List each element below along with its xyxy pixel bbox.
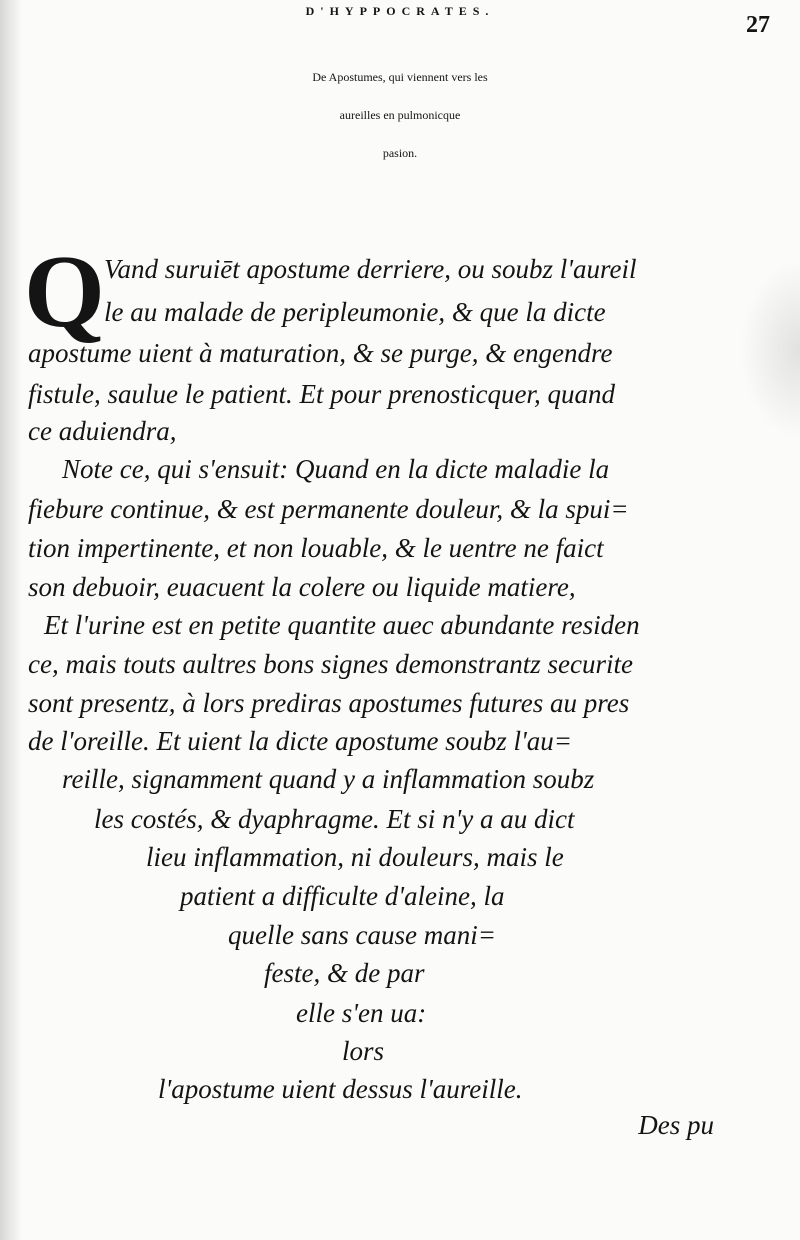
body-line-3: apostume uient à maturation, & se purge, & engendre bbox=[28, 338, 613, 368]
body-line-5: ce aduiendra, bbox=[28, 416, 177, 446]
body-line-10: Et l'urine est en petite quantite auec abundante residen bbox=[44, 610, 640, 640]
body-line-1: Vand suruiēt apostume derriere, ou soubz l'aureil bbox=[104, 254, 637, 284]
body-line-14: reille, signamment quand y a inflammation soubz bbox=[62, 764, 595, 794]
drop-capital: Q bbox=[24, 234, 105, 349]
page-stain bbox=[740, 260, 800, 440]
body-line-13: de l'oreille. Et uient la dicte apostume soubz l'au= bbox=[28, 726, 572, 756]
body-line-16: lieu inflammation, ni douleurs, mais le bbox=[146, 842, 564, 872]
body-line-2: le au malade de peripleumonie, & que la dicte bbox=[104, 297, 606, 327]
body-line-8: tion impertinente, et non louable, & le uentre ne faict bbox=[28, 533, 604, 563]
chapter-title-line-2: aureilles en pulmonicque bbox=[339, 108, 461, 122]
body-line-4: fistule, saulue le patient. Et pour prenosticquer, quand bbox=[28, 379, 615, 409]
body-line-9: son debuoir, euacuent la colere ou liquide matiere, bbox=[28, 572, 576, 602]
binding-shadow bbox=[0, 0, 22, 1240]
body-line-17: patient a difficulte d'aleine, la bbox=[180, 881, 505, 911]
body-line-22: l'apostume uient dessus l'aureille. bbox=[158, 1074, 523, 1104]
body-line-18: quelle sans cause mani= bbox=[228, 920, 496, 950]
catchword: Des pu bbox=[638, 1110, 714, 1140]
chapter-title-line-3: pasion. bbox=[382, 146, 418, 160]
body-line-20: elle s'en ua: bbox=[296, 998, 427, 1028]
chapter-title bbox=[0, 58, 800, 172]
body-line-7: fiebure continue, & est permanente douleur, & la spui= bbox=[28, 494, 629, 524]
page-number: 27 bbox=[746, 12, 770, 38]
body-line-21: lors bbox=[342, 1036, 385, 1066]
running-head: D'HYPPOCRATES. bbox=[305, 4, 495, 18]
body-line-19: feste, & de par bbox=[264, 958, 425, 988]
chapter-title-line-1: De Apostumes, qui viennent vers les bbox=[312, 70, 488, 84]
body-line-12: sont presentz, à lors prediras apostumes futures au pres bbox=[28, 688, 630, 718]
body-line-6: Note ce, qui s'ensuit: Quand en la dicte maladie la bbox=[62, 454, 610, 484]
body-line-11: ce, mais touts aultres bons signes demonstrantz securite bbox=[28, 649, 633, 679]
body-line-15: les costés, & dyaphragme. Et si n'y a au dict bbox=[94, 804, 575, 834]
